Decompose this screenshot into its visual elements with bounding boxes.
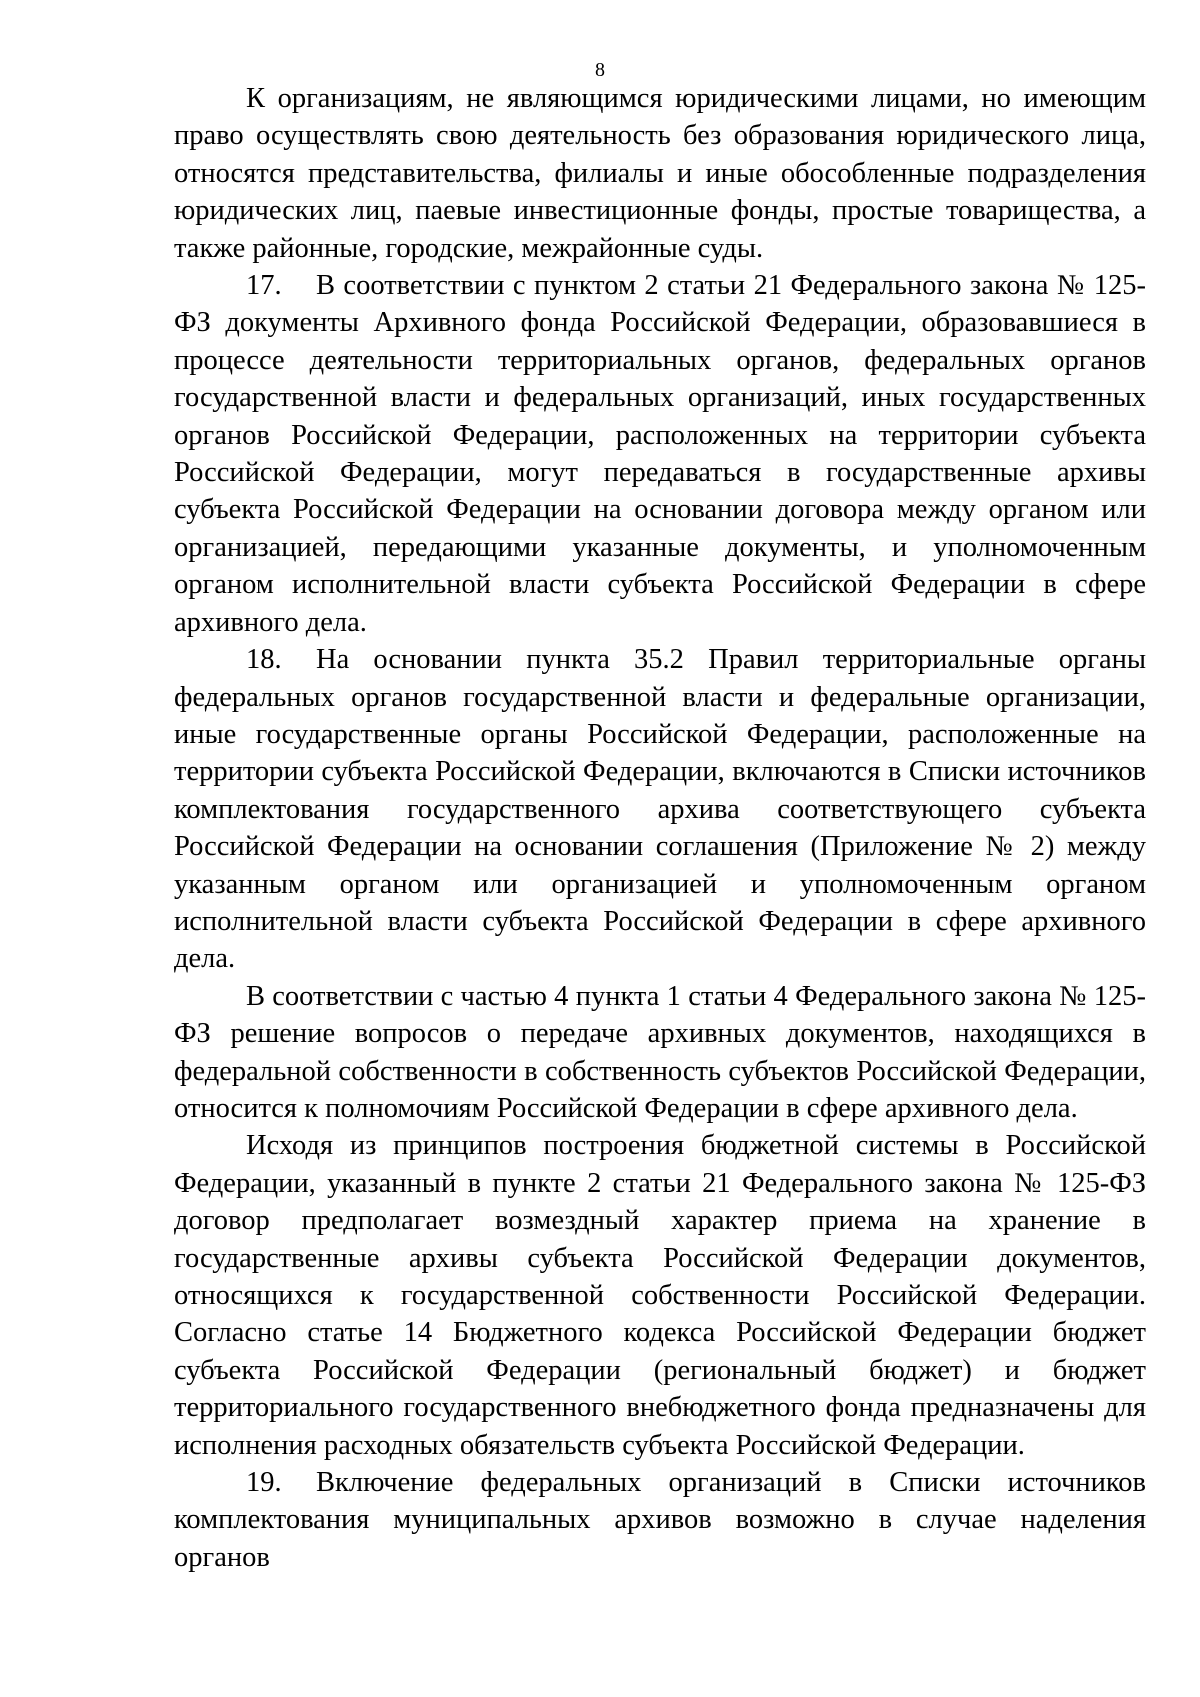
paragraph-text: В соответствии с частью 4 пункта 1 статьи 4 Федерального закона № 125-ФЗ решение вопросов о передаче архивных документов, находящихся в федеральной собственности в собственность субъектов Российской Федерации, относится к полномочиям Российской Федерации в сфере архивного дела.	[174, 980, 1146, 1124]
paragraph-18	[174, 641, 1146, 978]
paragraph-19	[174, 1464, 1146, 1576]
paragraph-text: В соответствии с пунктом 2 статьи 21 Федерального закона № 125-ФЗ документы Архивного фонда Российской Федерации, образовавшиеся в процессе деятельности территориальных органов, федеральных органов государственной власти и федеральных организаций, иных государственных органов Российской Федерации, расположенных на территории субъекта Российской Федерации, могут передаваться в государственные архивы субъекта Российской Федерации на основании договора между органом или организацией, передающими указанные документы, и уполномоченным органом исполнительной власти субъекта Российской Федерации в сфере архивного дела.	[174, 270, 1146, 638]
paragraph-text: Включение федеральных организаций в Списки источников комплектования муниципальных архивов возможно в случае наделения органов	[174, 1467, 1146, 1573]
paragraph-number: 18.	[246, 644, 282, 676]
paragraph-number: 19.	[246, 1467, 282, 1499]
document-body	[174, 80, 1146, 1576]
page-number: 8	[595, 59, 605, 81]
paragraph-intro	[174, 80, 1146, 267]
paragraph-text: К организациям, не являющимся юридическими лицами, но имеющим право осуществлять свою деятельность без образования юридического лица, относятся представительства, филиалы и иные обособленные подразделения юридических лиц, паевые инвестиционные фонды, простые товарищества, а также районные, городские, межрайонные суды.	[174, 83, 1146, 264]
paragraph-number: 17.	[246, 270, 282, 302]
paragraph-18-continued	[174, 978, 1146, 1128]
paragraph-budget	[174, 1127, 1146, 1464]
paragraph-text: Исходя из принципов построения бюджетной системы в Российской Федерации, указанный в пункте 2 статьи 21 Федерального закона № 125-ФЗ договор предполагает возмездный характер приема на хранение в государственные архивы субъекта Российской Федерации документов, относящихся к государственной собственности Российской Федерации. Согласно статье 14 Бюджетного кодекса Российской Федерации бюджет субъекта Российской Федерации (региональный бюджет) и бюджет территориального государственного внебюджетного фонда предназначены для исполнения расходных обязательств субъекта Российской Федерации.	[174, 1130, 1146, 1461]
paragraph-text: На основании пункта 35.2 Правил территориальные органы федеральных органов государственной власти и федеральные организации, иные государственные органы Российской Федерации, расположенные на территории субъекта Российской Федерации, включаются в Списки источников комплектования государственного архива соответствующего субъекта Российской Федерации на основании соглашения (Приложение № 2) между указанным органом или организацией и уполномоченным органом исполнительной власти субъекта Российской Федерации в сфере архивного дела.	[174, 644, 1146, 975]
paragraph-17	[174, 267, 1146, 641]
